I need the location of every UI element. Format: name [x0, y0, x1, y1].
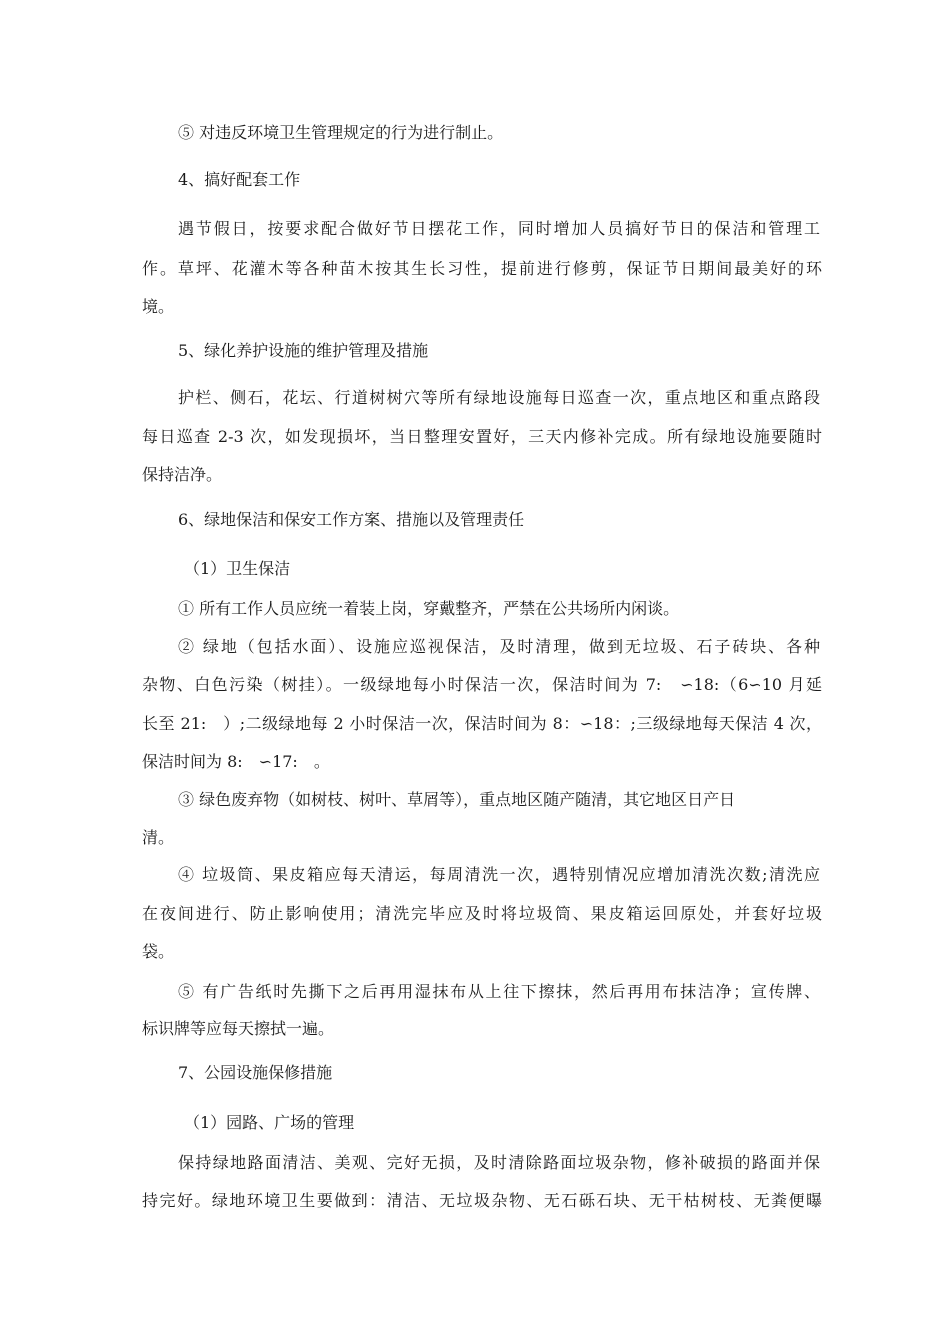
subsection-heading: （1）卫生保洁 — [184, 559, 291, 578]
paragraph-line: 袋。 — [142, 942, 175, 961]
section-heading: 5、绿化养护设施的维护管理及措施 — [178, 341, 429, 360]
paragraph-line: 境。 — [142, 297, 175, 316]
paragraph-line: ① 所有工作人员应统一着装上岗，穿戴整齐，严禁在公共场所内闲谈。 — [178, 599, 680, 618]
paragraph-line: ② 绿地（包括水面）、设施应巡视保洁，及时清理，做到无垃圾、石子砖块、各种 — [178, 637, 820, 656]
section-heading: 6、绿地保洁和保安工作方案、措施以及管理责任 — [178, 510, 525, 529]
subsection-heading: （1）园路、广场的管理 — [184, 1113, 355, 1132]
paragraph-line: 清。 — [142, 828, 175, 847]
section-heading: 4、搞好配套工作 — [178, 170, 301, 189]
paragraph-line: ⑤ 对违反环境卫生管理规定的行为进行制止。 — [178, 123, 504, 142]
paragraph-line: 长至 21: ）;二级绿地每 2 小时保洁一次，保洁时间为 8：∽18：;三级绿地每天保洁 4 次， — [142, 714, 822, 733]
paragraph-line: 保持绿地路面清洁、美观、完好无损，及时清除路面垃圾杂物，修补破损的路面并保 — [178, 1153, 820, 1172]
paragraph-line: ③ 绿色废弃物（如树枝、树叶、草屑等），重点地区随产随清，其它地区日产日 — [178, 790, 736, 809]
paragraph-line: 作。草坪、花灌木等各种苗木按其生长习性，提前进行修剪，保证节日期间最美好的环 — [142, 259, 822, 278]
paragraph-line: 保洁时间为 8: ∽17: 。 — [142, 752, 330, 771]
paragraph-line: 杂物、白色污染（树挂）。一级绿地每小时保洁一次，保洁时间为 7: ∽18:（6∽10 月延 — [142, 675, 822, 694]
paragraph-line: 持完好。绿地环境卫生要做到：清洁、无垃圾杂物、无石砾石块、无干枯树枝、无粪便曝 — [142, 1191, 822, 1210]
paragraph-line: 保持洁净。 — [142, 465, 223, 484]
section-heading: 7、公园设施保修措施 — [178, 1063, 333, 1082]
paragraph-line: 护栏、侧石，花坛、行道树树穴等所有绿地设施每日巡查一次，重点地区和重点路段 — [178, 388, 820, 407]
paragraph-line: ⑤ 有广告纸时先撕下之后再用湿抹布从上往下擦抹，然后再用布抹洁净；宣传牌、 — [178, 982, 820, 1001]
paragraph-line: 每日巡查 2-3 次，如发现损坏，当日整理安置好，三天内修补完成。所有绿地设施要随时 — [142, 427, 822, 446]
paragraph-line: 遇节假日，按要求配合做好节日摆花工作，同时增加人员搞好节日的保洁和管理工 — [178, 219, 820, 238]
paragraph-line: 在夜间进行、防止影响使用；清洗完毕应及时将垃圾筒、果皮箱运回原处，并套好垃圾 — [142, 904, 822, 923]
paragraph-line: 标识牌等应每天擦拭一遍。 — [142, 1019, 335, 1038]
paragraph-line: ④ 垃圾筒、果皮箱应每天清运，每周清洗一次，遇特别情况应增加清洗次数;清洗应 — [178, 865, 820, 884]
